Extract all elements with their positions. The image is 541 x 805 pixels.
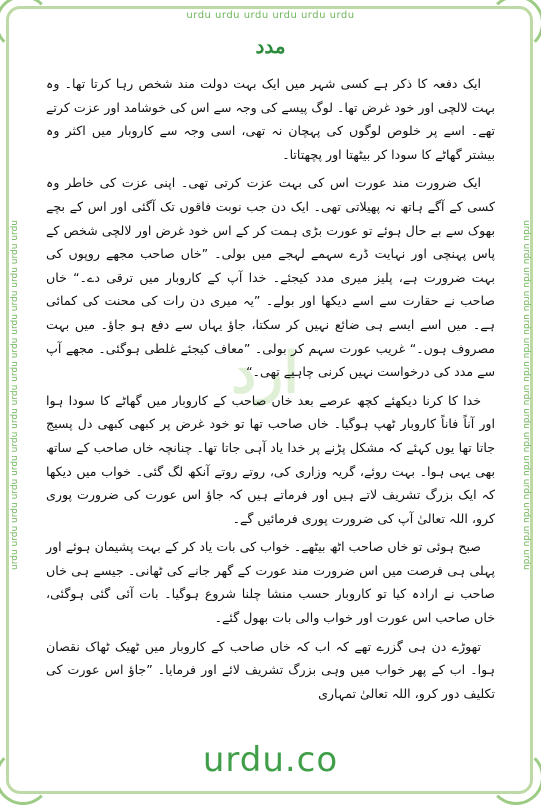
story-title: مدد bbox=[255, 34, 286, 58]
paragraph: تھوڑے دن ہی گزرے تھے کہ اب کہ خاں صاحب کے کاروبار میں ٹھیک ٹھاک نقصان ہوا۔ اب کے پھر خواب میں وہی بزرگ تشریف لائے اور فرمایا۔ ”جاؤ اس عورت کی تکلیف دور کرو، اللہ تعالیٰ تمہاری bbox=[46, 638, 495, 701]
watermark-logo: ارد bbox=[231, 340, 299, 406]
border-pattern-left: urdu urdu urdu urdu urdu urdu urdu urdu urdu urdu urdu urdu urdu urdu urdu bbox=[10, 220, 20, 570]
story-body bbox=[46, 72, 495, 710]
paragraph: ایک دفعہ کا ذکر ہے کسی شہر میں ایک بہت دولت مند شخص رہا کرتا تھا۔ وہ بہت لالچی اور خود غرض تھا۔ لوگ پیسے کی وجہ سے اس کی خوشامد اور عزت کرتے تھے۔ اسے پر خلوص لوگوں کی پہچان نہ تھی، اسی وجہ سے کاروبار میں اکثر وہ بیشتر گھاٹے کا سودا کر بیٹھتا اور پچھتاتا۔ bbox=[46, 76, 495, 162]
border-pattern-right: urdu urdu urdu urdu urdu urdu urdu urdu urdu urdu urdu urdu urdu urdu urdu bbox=[521, 220, 531, 570]
paragraph: خدا کا کرنا دیکھئے کچھ عرصے بعد خاں صاحب کے کاروبار میں گھاٹے کا سودا ہوا اور آناً فاناً کاروبار ٹھپ ہوگیا۔ خاں صاحب تھا تو خود غرض پر کبھی کبھی دل پسیج جاتا تھا یوں کہئے کہ مشکل پڑنے پر خدا یاد آہی جاتا تھا۔ چنانچہ خاں صاحب کے ساتھ بھی یہی ہوا۔ بہت روئے، گریہ وزاری کی، روتے روتے آنکھ لگ گئی۔ خواب میں دیکھا کہ ایک بزرگ تشریف لاتے ہیں اور فرماتے ہیں کہ جاؤ اس عورت کی ضرورت پوری کرو، اللہ تعالیٰ آپ کی ضرورت پوری فرمائیں گے۔ bbox=[46, 392, 495, 526]
paragraph: ایک ضرورت مند عورت اس کی بہت عزت کرتی تھی۔ اپنی عزت کی خاطر وہ کسی کے آگے ہاتھ نہ پھیلاتی تھی۔ ایک دن جب نوبت فاقوں تک آگئی اور اس کے بچے بھوک سے بے حال ہوئے تو عورت بڑی ہمت کر کے اس خود غرض اور لالچی شخص کے پاس پہنچی اور نہایت ڈرے سہمے لہجے میں بولی۔ ”خاں صاحب مجھے روپوں کی بہت ضرورت ہے، پلیز میری مدد کیجئے۔ خدا آپ کے کاروبار میں ترقی دے۔“ خاں صاحب نے حقارت سے اسے دیکھا اور بولے۔ ”یہ میری دن رات کی محنت کی کمائی ہے۔ میں اسے ایسے ہی ضائع نہیں کر سکتا، جاؤ یہاں سے دفع ہو جاؤ۔ میں بہت مصروف ہوں۔“ غریب عورت سہم کر بولی۔ ”معاف کیجئے غلطی ہوگئی۔ مجھے آپ سے مدد کی درخواست نہیں کرنی چاہیے تھی۔“ bbox=[46, 175, 495, 380]
paragraph: صبح ہوئی تو خاں صاحب اٹھ بیٹھے۔ خواب کی بات یاد کر کے بہت پشیمان ہوئے اور پہلی ہی فرصت میں اس ضرورت مند عورت کے گھر جانے کی ٹھانی۔ جیسے ہی خاں صاحب نے ارادہ کیا تو کاروبار حسب منشا چلنا شروع ہوگیا۔ بات آئی گئی ہوگئی، خاں صاحب اس عورت اور خواب والی بات بھول گئے۔ bbox=[46, 539, 495, 626]
site-logo: urdu.co bbox=[202, 740, 339, 780]
border-pattern-top: urdu urdu urdu urdu urdu urdu bbox=[186, 10, 355, 21]
